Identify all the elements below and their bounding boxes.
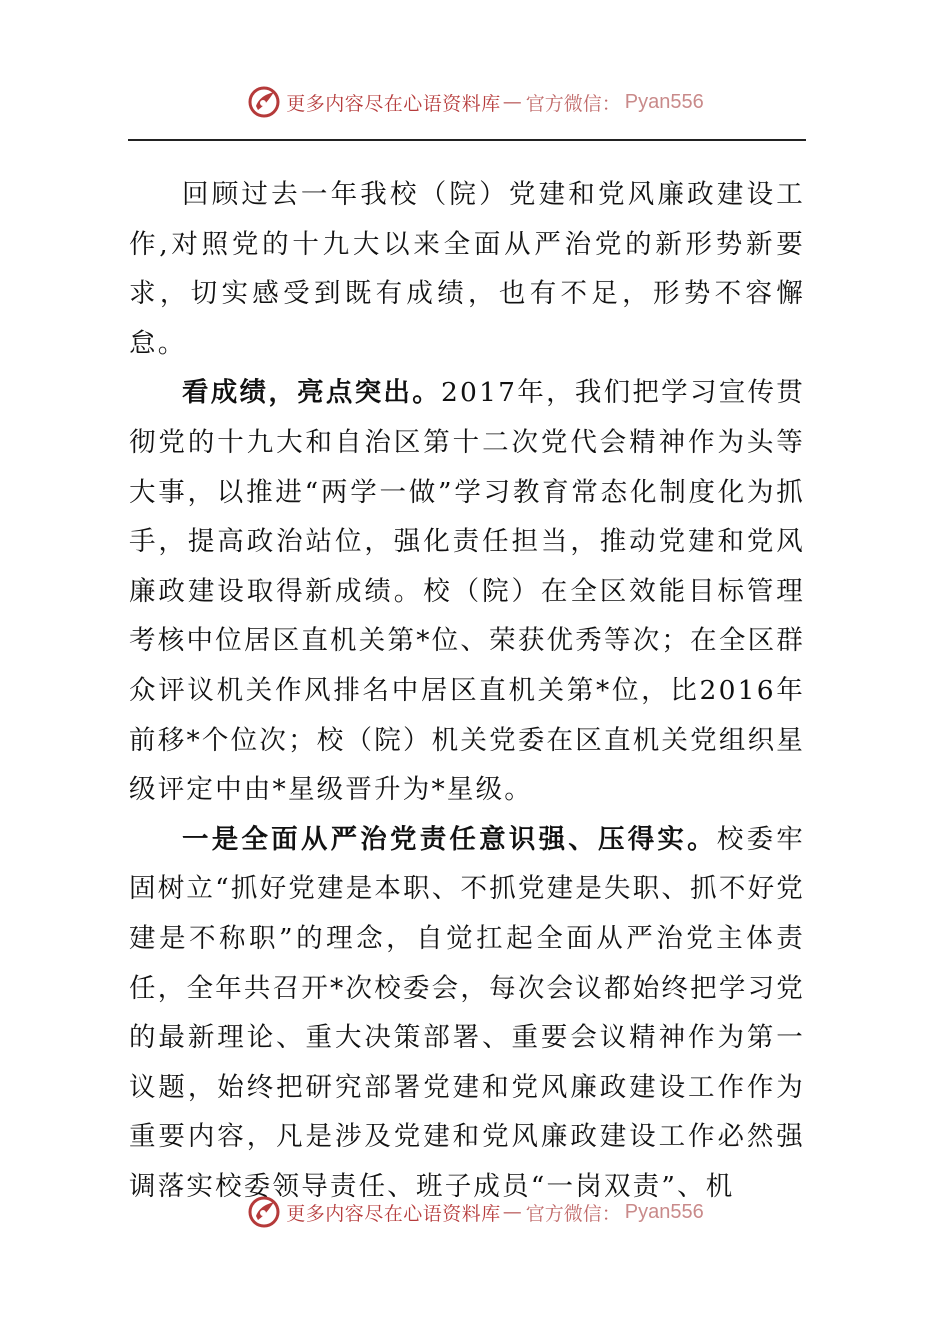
paragraph-text: 2017年，我们把学习宣传贯彻党的十九大和自治区第十二次党代会精神作为头等大事，以推进“两学一做”学习教育常态化制度化为抓手，提高政治站位，强化责任担当，推动党建和党风廉政建设取得新成绩。校（院）在全区效能目标管理考核中位居区直机关第*位、荣获优秀等次；在全区群众评议机关作风排名中居区直机关第*位，比2016年前移*个位次；校（院）机关党委在区直机关党组织星级评定中由*星级晋升为*星级。 <box>129 377 805 806</box>
banner-title: 更多内容尽在心语资料库 <box>286 1202 501 1225</box>
banner-title: 更多内容尽在心语资料库 <box>286 92 501 115</box>
wechat-label: 官方微信： <box>525 1202 621 1225</box>
wechat-id: Pyan556 <box>624 1200 704 1223</box>
header-banner <box>0 80 950 124</box>
banner-separator: — <box>502 91 522 113</box>
paragraph-intro: 回顾过去一年我校（院）党建和党风廉政建设工作,对照党的十九大以来全面从严治党的新形势新要求，切实感受到既有成绩，也有不足，形势不容懈怠。 <box>129 179 805 359</box>
header-rule <box>128 139 806 141</box>
paragraph-achievements <box>129 368 805 814</box>
document-body <box>129 170 805 1211</box>
paragraph-lead: 一是全面从严治党责任意识强、压得实。 <box>182 823 717 855</box>
footer-banner <box>0 1190 950 1234</box>
banner-separator: — <box>502 1201 522 1223</box>
brand-logo-icon <box>246 84 282 120</box>
paragraph-point-one <box>129 815 805 1212</box>
paragraph-lead: 看成绩，亮点突出。 <box>182 377 441 409</box>
wechat-id: Pyan556 <box>624 90 704 113</box>
wechat-label: 官方微信： <box>525 92 621 115</box>
paragraph-text: 校委牢固树立“抓好党建是本职、不抓党建是失职、抓不好党建是不称职”的理念，自觉扛起全面从严治党主体责任，全年共召开*次校委会，每次会议都始终把学习党的最新理论、重大决策部署、重要会议精神作为第一议题，始终把研究部署党建和党风廉政建设工作作为重要内容，凡是涉及党建和党风廉政建设工作必然强调落实校委领导责任、班子成员“一岗双责”、机 <box>129 823 805 1202</box>
brand-logo-icon <box>246 1194 282 1230</box>
